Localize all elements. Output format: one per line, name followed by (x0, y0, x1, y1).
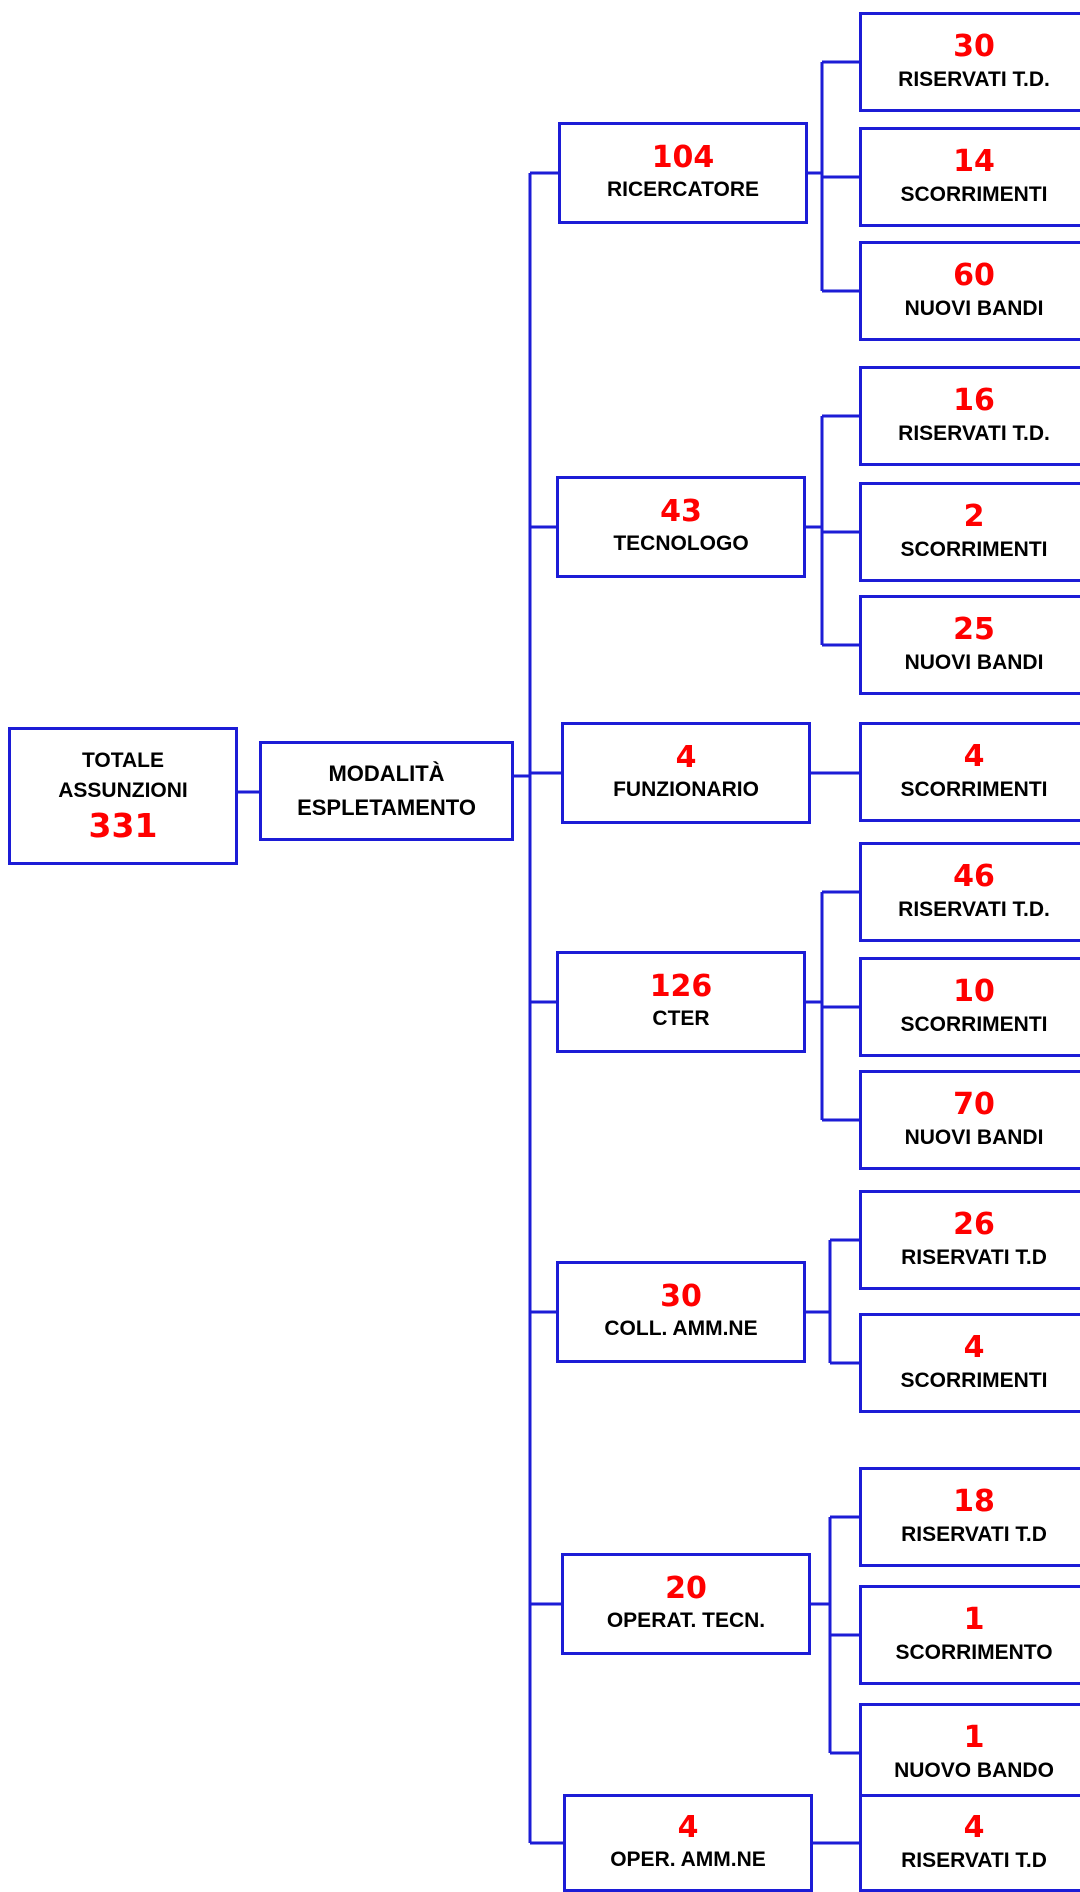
subcategory-value: 16 (953, 383, 995, 418)
category-label: OPERAT. TECN. (606, 1609, 766, 1632)
subcategory-box (859, 482, 1080, 582)
total-value: 331 (88, 806, 158, 845)
subcategory-label: NUOVO BANDO (894, 1759, 1054, 1782)
subcategory-box (859, 595, 1080, 695)
subcategory-label: RISERVATI T.D. (898, 422, 1050, 445)
subcategory-value: 70 (953, 1087, 995, 1122)
subcategory-box (859, 1794, 1080, 1892)
subcategory-value: 1 (963, 1602, 985, 1637)
subcategory-label: NUOVI BANDI (904, 651, 1044, 674)
category-label: TECNOLOGO (613, 532, 749, 555)
category-label: RICERCATORE (606, 178, 760, 201)
subcategory-label: SCORRIMENTI (900, 538, 1048, 561)
category-box (561, 1553, 811, 1655)
category-box (556, 1261, 806, 1363)
modalita-label-line1: MODALITÀ (328, 761, 445, 786)
subcategory-box (859, 241, 1080, 341)
subcategory-label: RISERVATI T.D (901, 1246, 1047, 1269)
subcategory-value: 26 (953, 1207, 995, 1242)
subcategory-value: 46 (953, 859, 995, 894)
modalita-box (259, 741, 514, 841)
category-box (561, 722, 811, 824)
category-value: 4 (675, 740, 697, 775)
subcategory-label: SCORRIMENTI (900, 1013, 1048, 1036)
subcategory-label: SCORRIMENTI (900, 183, 1048, 206)
subcategory-value: 25 (953, 612, 995, 647)
category-value: 126 (649, 969, 713, 1004)
subcategory-box (859, 1585, 1080, 1685)
subcategory-value: 4 (963, 1810, 985, 1845)
category-value: 20 (665, 1571, 707, 1606)
subcategory-value: 2 (963, 499, 985, 534)
category-value: 30 (660, 1279, 702, 1314)
subcategory-value: 4 (963, 739, 985, 774)
subcategory-label: NUOVI BANDI (904, 297, 1044, 320)
subcategory-box (859, 1467, 1080, 1567)
subcategory-label: RISERVATI T.D (901, 1849, 1047, 1872)
category-box (563, 1794, 813, 1892)
category-label: FUNZIONARIO (613, 778, 759, 801)
subcategory-label: NUOVI BANDI (904, 1126, 1044, 1149)
category-label: CTER (652, 1007, 710, 1030)
total-label-line2: ASSUNZIONI (58, 779, 188, 802)
subcategory-value: 30 (953, 29, 995, 64)
subcategory-box (859, 842, 1080, 942)
subcategory-label: RISERVATI T.D. (898, 898, 1050, 921)
subcategory-box (859, 1070, 1080, 1170)
category-value: 4 (677, 1810, 699, 1845)
total-label-line1: TOTALE (81, 749, 165, 772)
subcategory-box (859, 722, 1080, 822)
modalita-label-line2: ESPLETAMENTO (297, 795, 476, 820)
subcategory-box (859, 12, 1080, 112)
category-label: OPER. AMM.NE (610, 1848, 766, 1871)
subcategory-box (859, 957, 1080, 1057)
subcategory-label: SCORRIMENTO (895, 1641, 1053, 1664)
category-box (556, 476, 806, 578)
subcategory-value: 60 (953, 258, 995, 293)
subcategory-value: 10 (953, 974, 995, 1009)
subcategory-value: 1 (963, 1720, 985, 1755)
subcategory-label: SCORRIMENTI (900, 778, 1048, 801)
subcategory-label: SCORRIMENTI (900, 1369, 1048, 1392)
subcategory-box (859, 1313, 1080, 1413)
subcategory-box (859, 1703, 1080, 1803)
subcategory-value: 14 (953, 144, 995, 179)
subcategory-box (859, 366, 1080, 466)
subcategory-value: 4 (963, 1330, 985, 1365)
subcategory-box (859, 1190, 1080, 1290)
subcategory-box (859, 127, 1080, 227)
subcategory-label: RISERVATI T.D (901, 1523, 1047, 1546)
subcategory-label: RISERVATI T.D. (898, 68, 1050, 91)
category-label: COLL. AMM.NE (604, 1317, 758, 1340)
category-value: 104 (651, 140, 715, 175)
total-hires-box (8, 727, 238, 865)
subcategory-value: 18 (953, 1484, 995, 1519)
category-box (558, 122, 808, 224)
category-value: 43 (660, 494, 702, 529)
category-box (556, 951, 806, 1053)
